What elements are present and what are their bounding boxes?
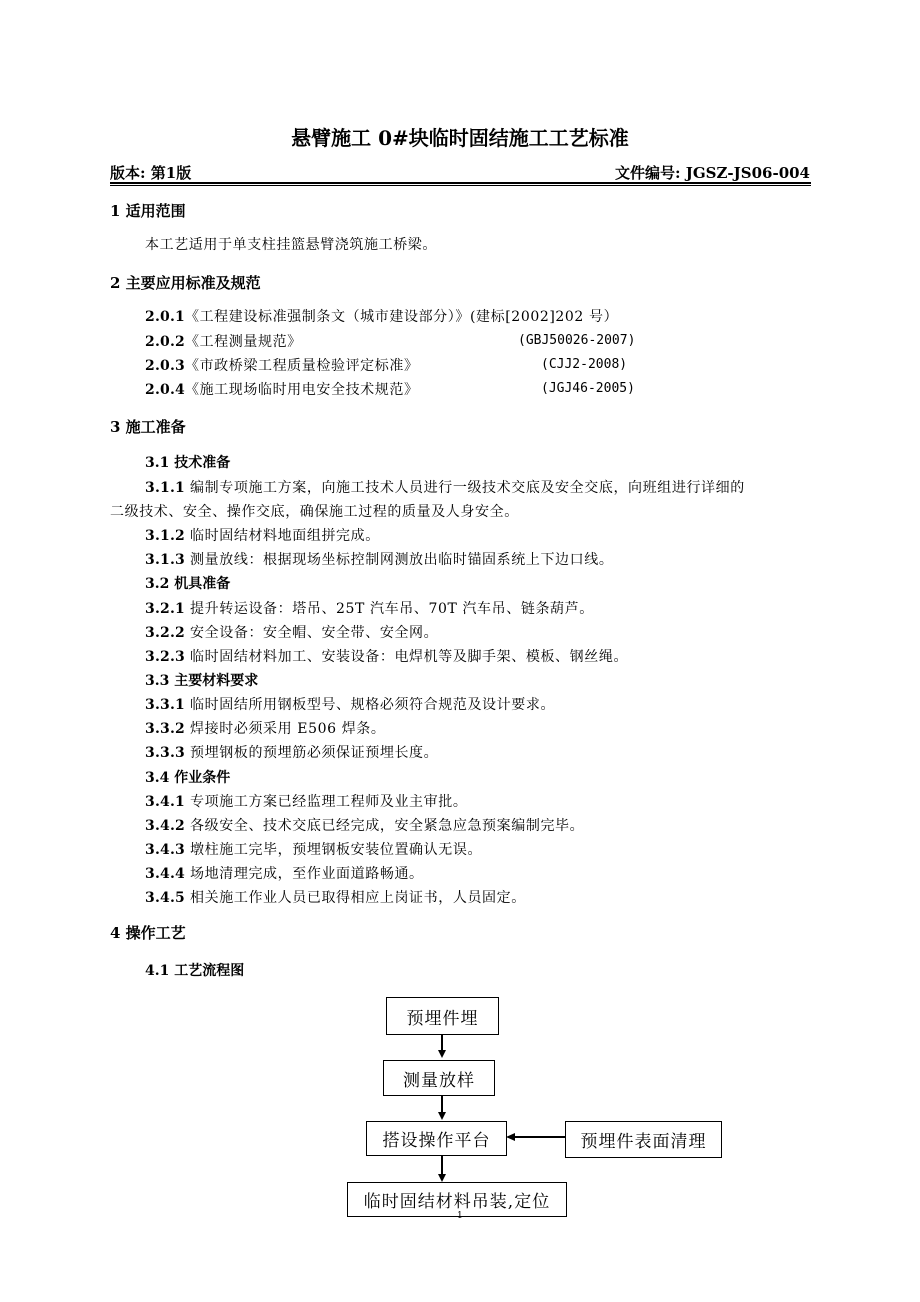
subsection-3-1: 3.1 技术准备 (145, 455, 231, 471)
clause-3-3-3: 3.3.3 预埋钢板的预埋筋必须保证预埋长度。 (145, 745, 439, 761)
file-number: 文件编号: JGSZ-JS06-004 (614, 164, 810, 182)
arrow-down-icon (438, 1174, 446, 1182)
standard-name: 《工程建设标准强制条文（城市建设部分）》(建标[2002]202 号） (184, 309, 619, 325)
page-number: 1 (457, 1211, 463, 1221)
flow-box-embed: 预埋件埋 (386, 997, 499, 1035)
subsection-4-1: 4.1 工艺流程图 (145, 963, 245, 979)
document-title: 悬臂施工 0#块临时固结施工工艺标准 (291, 126, 629, 150)
standard-item (145, 306, 618, 326)
flow-connector (441, 1034, 443, 1051)
standard-name: 《市政桥梁工程质量检验评定标准》 (184, 358, 419, 374)
clause-3-1-2: 3.1.2 临时固结材料地面组拼完成。 (145, 528, 380, 544)
standard-number: 2.0.1 (145, 309, 185, 325)
clause-3-4-5: 3.4.5 相关施工作业人员已取得相应上岗证书，人员固定。 (145, 890, 526, 906)
clause-3-1-3: 3.1.3 测量放线：根据现场坐标控制网测放出临时锚固系统上下边口线。 (145, 552, 614, 568)
standard-item (145, 331, 302, 351)
standard-code: (CJJ2-2008) (541, 357, 628, 372)
flow-connector (441, 1155, 443, 1175)
clause-3-3-1: 3.3.1 临时固结所用钢板型号、规格必须符合规范及设计要求。 (145, 697, 556, 713)
standard-code: (GBJ50026-2007) (518, 333, 636, 348)
standard-name: 《施工现场临时用电安全技术规范》 (184, 382, 419, 398)
standard-number: 2.0.4 (145, 382, 185, 398)
section-3-heading: 3 施工准备 (110, 418, 186, 436)
standard-name: 《工程测量规范》 (184, 334, 302, 350)
subsection-3-2: 3.2 机具准备 (145, 576, 231, 592)
section-2-heading: 2 主要应用标准及规范 (110, 274, 261, 292)
clause-3-2-3: 3.2.3 临时固结材料加工、安装设备：电焊机等及脚手架、模板、钢丝绳。 (145, 649, 629, 665)
clause-3-4-1: 3.4.1 专项施工方案已经监理工程师及业主审批。 (145, 794, 468, 810)
flow-box-lifting: 临时固结材料吊装,定位 (347, 1182, 567, 1217)
header-rule-thin (110, 185, 811, 186)
clause-3-4-2: 3.4.2 各级安全、技术交底已经完成，安全紧急应急预案编制完毕。 (145, 818, 585, 834)
section-1-heading: 1 适用范围 (110, 202, 186, 220)
clause-3-1-1-cont: 二级技术、安全、操作交底，确保施工过程的质量及人身安全。 (110, 504, 519, 520)
flow-box-platform: 搭设操作平台 (366, 1121, 507, 1156)
standard-number: 2.0.3 (145, 358, 185, 374)
arrow-down-icon (438, 1112, 446, 1120)
version-label: 版本: 第1版 (110, 164, 192, 182)
standard-item (145, 379, 419, 399)
subsection-3-3: 3.3 主要材料要求 (145, 673, 259, 689)
flow-box-clean: 预埋件表面清理 (565, 1121, 722, 1158)
standard-code: (JGJ46-2005) (541, 381, 635, 396)
clause-3-2-1: 3.2.1 提升转运设备：塔吊、25T 汽车吊、70T 汽车吊、链条葫芦。 (145, 601, 594, 617)
flow-connector (514, 1136, 565, 1138)
section-1-text: 本工艺适用于单支柱挂篮悬臂浇筑施工桥梁。 (145, 237, 437, 253)
flow-connector (441, 1095, 443, 1113)
section-4-heading: 4 操作工艺 (110, 924, 186, 942)
clause-3-4-3: 3.4.3 墩柱施工完毕，预埋钢板安装位置确认无误。 (145, 842, 483, 858)
standard-item (145, 355, 419, 375)
standard-number: 2.0.2 (145, 334, 185, 350)
arrow-left-icon (506, 1133, 515, 1141)
clause-3-3-2: 3.3.2 焊接时必须采用 E506 焊条。 (145, 721, 386, 737)
clause-3-2-2: 3.2.2 安全设备：安全帽、安全带、安全网。 (145, 625, 439, 641)
subsection-3-4: 3.4 作业条件 (145, 770, 231, 786)
clause-3-4-4: 3.4.4 场地清理完成，至作业面道路畅通。 (145, 866, 424, 882)
clause-3-1-1: 3.1.1 编制专项施工方案，向施工技术人员进行一级技术交底及安全交底，向班组进行详细的 (145, 480, 745, 496)
flow-box-survey: 测量放样 (383, 1060, 495, 1096)
arrow-down-icon (438, 1050, 446, 1058)
header-rule-thick (110, 182, 811, 184)
